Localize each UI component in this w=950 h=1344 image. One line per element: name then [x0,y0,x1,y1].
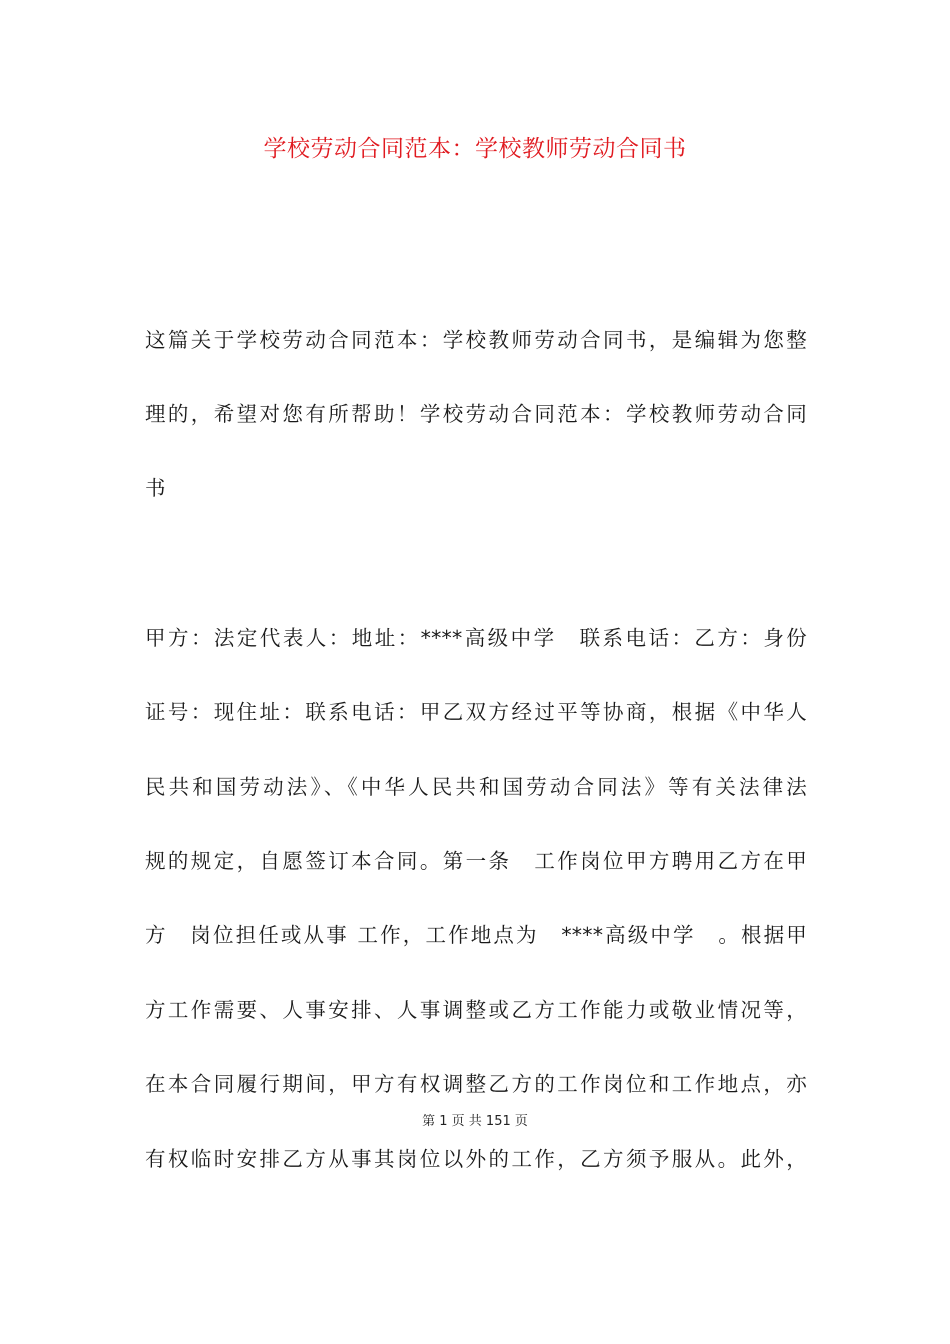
page-title: 学校劳动合同范本：学校教师劳动合同书 [263,136,687,162]
intro-line-2: 理的，希望对您有所帮助！学校劳动合同范本：学校教师劳动合同 [145,402,807,426]
body-line-8: 有权临时安排乙方从事其岗位以外的工作，乙方须予服从。此外， [145,1147,807,1171]
body-line-3: 民共和国劳动法》、《中华人民共和国劳动合同法》等有关法律法 [145,775,807,799]
intro-line-3: 书 [145,476,166,500]
body-line-5: 方 岗位担任或从事 工作，工作地点为 ****高级中学 。根据甲 [145,923,807,947]
body-line-4: 规的规定，自愿签订本合同。第一条 工作岗位甲方聘用乙方在甲 [145,849,807,873]
body-line-1: 甲方：法定代表人：地址：****高级中学 联系电话：乙方：身份 [145,626,807,650]
page-number-footer: 第 1 页 共 151 页 [422,1114,528,1129]
body-line-6: 方工作需要、人事安排、人事调整或乙方工作能力或敬业情况等， [145,998,807,1022]
body-line-7: 在本合同履行期间，甲方有权调整乙方的工作岗位和工作地点，亦 [145,1072,807,1096]
body-line-2: 证号：现住址：联系电话：甲乙双方经过平等协商，根据《中华人 [145,700,807,724]
intro-line-1: 这篇关于学校劳动合同范本：学校教师劳动合同书，是编辑为您整 [145,328,807,352]
